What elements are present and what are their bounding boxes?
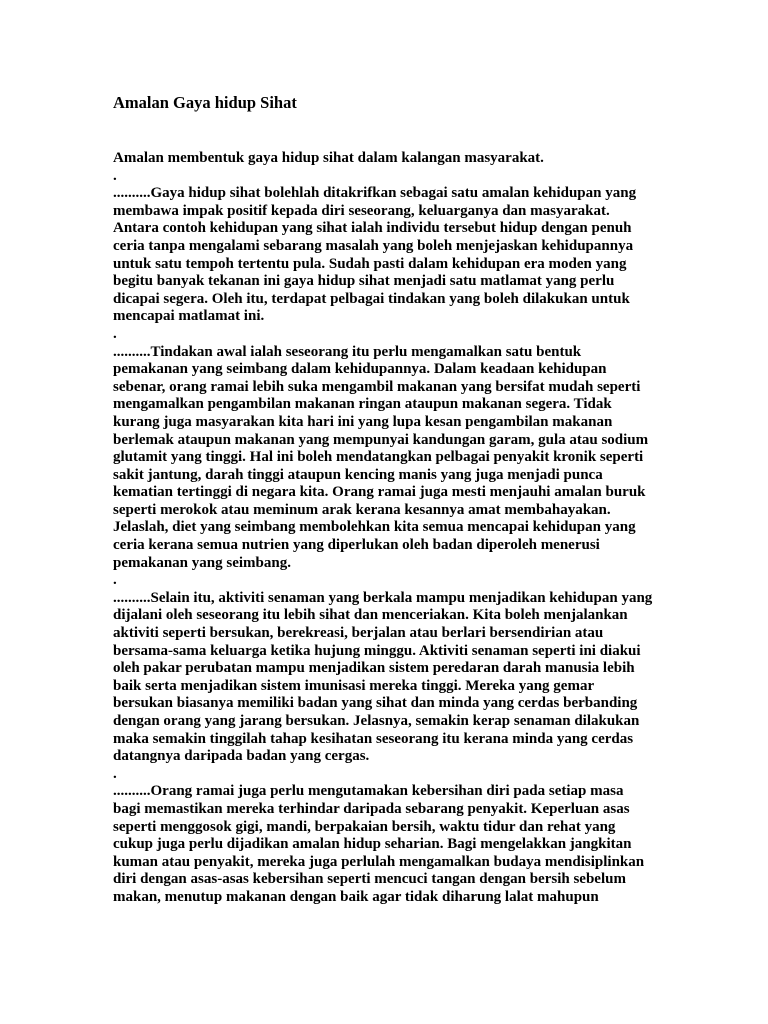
text-line: ..........Gaya hidup sihat bolehlah ditakrifkan sebagai satu amalan kehidupan yang [113, 185, 637, 202]
text-line: bersukan biasanya memiliki badan yang sihat dan minda yang cerdas berbanding [113, 695, 638, 712]
text-line: bagi memastikan mereka terhindar daripada sebarang penyakit. Keperluan asas [113, 800, 630, 817]
text-line: seperti merokok atau meminum arak kerana kesannya amat membahayakan. [113, 501, 611, 518]
text-line: ..........Orang ramai juga perlu mengutamakan kebersihan diri pada setiap masa [113, 783, 624, 800]
text-line: baik serta menjadikan sistem imunisasi mereka tinggi. Mereka yang gemar [113, 677, 595, 694]
text-line: mengamalkan pengambilan makanan ringan ataupun makanan segera. Tidak [113, 396, 612, 413]
text-line: mencapai matlamat ini. [113, 308, 265, 325]
text-line: ..........Selain itu, aktiviti senaman yang berkala mampu menjadikan kehidupan yang [113, 589, 653, 606]
text-line: . [113, 765, 117, 782]
text-line: makan, menutup makanan dengan baik agar tidak diharung lalat mahupun [113, 888, 599, 905]
text-line: untuk satu tempoh tertentu pula. Sudah pasti dalam kehidupan era moden yang [113, 255, 627, 272]
text-line: ceria kerana semua nutrien yang diperlukan oleh badan diperoleh menerusi [113, 537, 600, 554]
text-line: Amalan membentuk gaya hidup sihat dalam kalangan masyarakat. [113, 150, 544, 166]
text-line: berlemak ataupun makanan yang mempunyai kandungan garam, gula atau sodium [113, 431, 649, 448]
text-line: kuman atau penyakit, mereka juga perlulah mengamalkan budaya mendisiplinkan [113, 853, 645, 870]
text-line: maka semakin tinggilah tahap kesihatan seseorang itu kerana minda yang cerdas [113, 730, 634, 747]
text-line: ..........Tindakan awal ialah seseorang itu perlu mengamalkan satu bentuk [113, 343, 582, 360]
text-line: ceria tanpa mengalami sebarang masalah yang boleh menjejaskan kehidupannya [113, 237, 634, 254]
text-line: aktiviti seperti bersukan, berekreasi, berjalan atau berlari bersendirian atau [113, 625, 604, 642]
text-line: . [113, 167, 117, 184]
text-line: Antara contoh kehidupan yang sihat ialah individu tersebut hidup dengan penuh [113, 220, 632, 237]
text-line: datangnya daripada badan yang cergas. [113, 748, 370, 765]
text-line: dicapai segera. Oleh itu, terdapat pelbagai tindakan yang boleh dilakukan untuk [113, 290, 630, 307]
text-line: sakit jantung, darah tinggi ataupun kencing manis yang juga menjadi punca [113, 466, 603, 483]
text-line: . [113, 325, 117, 342]
text-line: dengan orang yang jarang bersukan. Jelasnya, semakin kerap senaman dilakukan [113, 713, 640, 729]
text-line: begitu banyak tekanan ini gaya hidup sihat menjadi satu matlamat yang perlu [113, 273, 615, 290]
text-line: diri dengan asas-asas kebersihan seperti mencuci tangan dengan bersih sebelum [113, 871, 626, 888]
text-line: sebenar, orang ramai lebih suka mengambil makanan yang bersifat mudah seperti [113, 378, 641, 395]
text-line: cukup juga perlu dijadikan amalan hidup seharian. Bagi mengelakkan jangkitan [113, 836, 632, 853]
text-line: glutamit yang tinggi. Hal ini boleh mendatangkan pelbagai penyakit kronik seperti [113, 449, 644, 466]
text-line: pemakanan yang seimbang dalam kehidupannya. Dalam keadaan kehidupan [113, 361, 607, 378]
text-line: pemakanan yang seimbang. [113, 554, 291, 571]
text-line: kurang juga masyarakan kita hari ini yang lupa kesan pengambilan makanan [113, 413, 613, 430]
document-title: Amalan Gaya hidup Sihat [113, 93, 297, 112]
text-line: oleh pakar perubatan mampu menjadikan sistem peredaran darah manusia lebih [113, 660, 635, 677]
text-line: Jelaslah, diet yang seimbang membolehkan kita semua mencapai kehidupan yang [113, 519, 636, 536]
text-line: membawa impak positif kepada diri seseorang, keluarganya dan masyarakat. [113, 202, 610, 219]
text-line: dijalani oleh seseorang itu lebih sihat dan menceriakan. Kita boleh menjalankan [113, 607, 628, 624]
text-line: seperti menggosok gigi, mandi, berpakaian bersih, waktu tidur dan rehat yang [113, 818, 616, 835]
text-line: kematian tertinggi di negara kita. Orang ramai juga mesti menjauhi amalan buruk [113, 484, 646, 501]
document-body [113, 150, 673, 907]
text-line: . [113, 572, 117, 589]
text-line: bersama-sama keluarga ketika hujung minggu. Aktiviti senaman seperti ini diakui [113, 642, 641, 659]
